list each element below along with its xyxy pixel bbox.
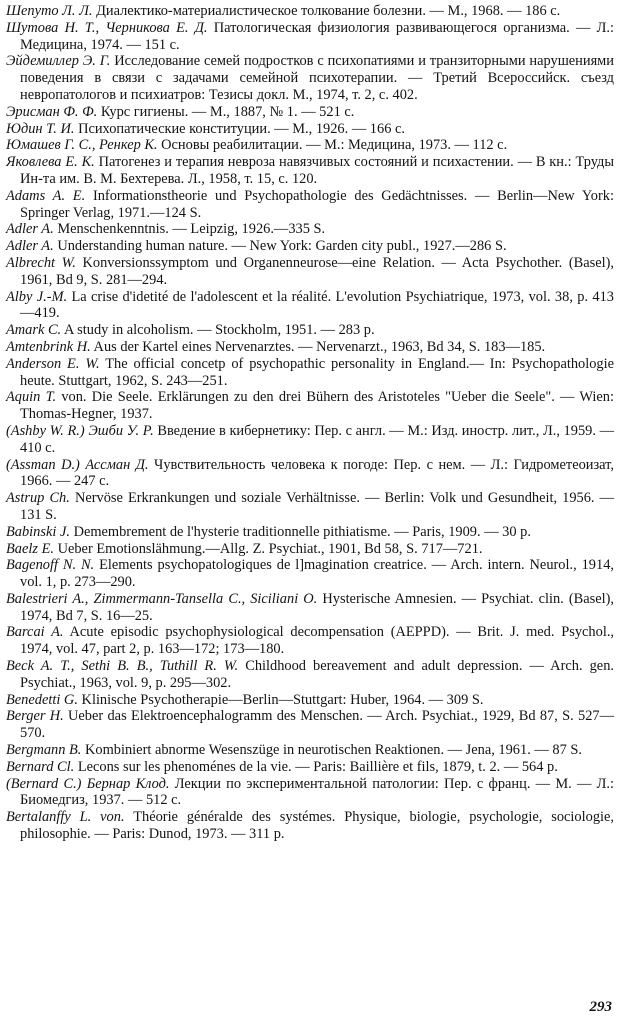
reference-author: (Assman D.) Ассман Д.	[6, 456, 149, 473]
reference-author: Bertalanffy L. von.	[6, 809, 125, 826]
reference-entry	[6, 3, 614, 20]
reference-text: A study in alcoholism. — Stockholm, 1951. — 283 p.	[63, 322, 375, 339]
reference-entry	[6, 809, 614, 843]
reference-author: Юдин Т. И.	[6, 120, 75, 137]
reference-text: The official concetp of psychopathic personality in England.— In: Psychopathologie heute. Stuttgart, 1962, S. 243—251.	[20, 355, 614, 389]
reference-author: Яковлева Е. К.	[6, 154, 95, 171]
reference-text: Исследование семей подростков с психопатиями и транзиторными нарушениями поведения в связи с задачами семейной психотерапии. — Третий Всероссийск. съезд невропатологов и психиатров: Тезисы докл. М., 1974, т. 2, с. 402.	[20, 53, 614, 103]
reference-author: Adler A.	[6, 221, 54, 238]
reference-author: Шепуто Л. Л.	[6, 3, 93, 19]
reference-text: Nervöse Erkrankungen und soziale Verhältnisse. — Berlin: Volk und Gesundheit, 1956. — 131 S.	[20, 490, 614, 523]
reference-text: Патогенез и терапия невроза навязчивых состояний и психастении. — В кн.: Труды Ин-та им. В. М. Бехтерева. Л., 1958, т. 15, с. 120.	[20, 154, 615, 187]
reference-entry	[6, 524, 614, 541]
reference-text: Informationstheorie und Psychopathologie des Gedächtnisses. — Berlin—New York: Springer Verlag, 1971.—124 S.	[20, 187, 614, 221]
reference-entry	[6, 708, 614, 742]
reference-text: Demembrement de l'hysterie traditionnelle pithiatisme. — Paris, 1909. — 30 p.	[73, 523, 531, 540]
reference-text: Патологическая физиология развивающегося организма. — Л.: Медицина, 1974. — 151 с.	[20, 19, 615, 53]
reference-text: Введение в кибернетику: Пер. с англ. — М.: Изд. иностр. лит., Л., 1959. — 410 с.	[20, 422, 614, 456]
reference-entry	[6, 137, 614, 154]
reference-entry	[6, 457, 614, 491]
reference-entry	[6, 154, 614, 188]
reference-entry	[6, 289, 614, 323]
reference-author: Юмашев Г. С., Ренкер К.	[6, 137, 158, 154]
reference-text: Ueber Emotionslähmung.—Allg. Z. Psychiat., 1901, Bd 58, S. 717—721.	[57, 540, 483, 557]
reference-text: Klinische Psychotherapie—Berlin—Stuttgart: Huber, 1964. — 309 S.	[81, 691, 484, 708]
reference-entry	[6, 490, 614, 524]
reference-author: Berger H.	[6, 708, 64, 725]
reference-author: Astrup Ch.	[6, 490, 70, 507]
bibliography-page	[6, 3, 614, 843]
reference-text: Elements psychopatologiques de l]magination creatrice. — Arch. intern. Neurol., 1914, vol. 1, p. 273—290.	[20, 557, 614, 591]
reference-author: Эрисман Ф. Ф.	[6, 103, 98, 120]
reference-entry	[6, 776, 614, 810]
reference-entry	[6, 238, 614, 255]
reference-text: Диалектико-материалистическое толкование болезни. — М., 1968. — 186 с.	[96, 3, 561, 19]
reference-text: Understanding human nature. — New York: Garden city publ., 1927.—286 S.	[57, 238, 507, 255]
reference-author: Alby J.-M.	[6, 288, 68, 305]
reference-entry	[6, 759, 614, 776]
reference-author: Эйдемиллер Э. Г.	[6, 53, 111, 70]
reference-entry	[6, 423, 614, 457]
reference-author: Шутова Н. Т., Черникова Е. Д.	[6, 19, 208, 36]
reference-entry	[6, 221, 614, 238]
reference-text: Психопатические конституции. — М., 1926. — 166 с.	[78, 120, 405, 137]
reference-author: Bergmann B.	[6, 742, 82, 759]
reference-entry	[6, 389, 614, 423]
reference-entry	[6, 188, 614, 222]
reference-author: Bagenoff N. N.	[6, 557, 95, 574]
reference-entry	[6, 121, 614, 138]
reference-text: Childhood bereavement and adult depression. — Arch. gen. Psychiat., 1963, vol. 9, p. 295—302.	[20, 658, 614, 691]
reference-author: Anderson E. W.	[6, 355, 100, 372]
reference-author: Benedetti G.	[6, 691, 78, 708]
reference-author: (Ashby W. R.) Эшби У. Р.	[6, 422, 154, 439]
reference-author: Albrecht W.	[6, 254, 76, 271]
reference-text: Lecons sur les phenoménes de la vie. — Paris: Baillière et fils, 1879, t. 2. — 564 p.	[77, 758, 558, 775]
reference-text: Konversionssymptom und Organenneurose—eine Relation. — Acta Psychother. (Basel), 1961, Bd 9, S. 281—294.	[20, 254, 614, 288]
reference-text: Menschenkenntnis. — Leipzig, 1926.—335 S.	[57, 221, 326, 238]
reference-author: Babinski J.	[6, 523, 70, 540]
reference-author: Adler A.	[6, 238, 54, 255]
reference-author: Bernard Cl.	[6, 758, 75, 775]
reference-entry	[6, 591, 614, 625]
reference-entry	[6, 658, 614, 692]
reference-author: Baelz E.	[6, 540, 54, 557]
reference-entry	[6, 692, 614, 709]
reference-text: Acute episodic psychophysiological decompensation (AEPPD). — Brit. J. med. Psychol., 1974, vol. 47, part 2, p. 163—172; 173—180.	[20, 624, 615, 658]
reference-text: La crise d'idetité de l'adolescent et la réalité. L'evolution Psychiatrique, 1973, vol. 38, p. 413—419.	[20, 288, 614, 322]
reference-entry	[6, 104, 614, 121]
reference-entry	[6, 742, 614, 759]
reference-text: Aus der Kartel eines Nervenarztes. — Nervenarzt., 1963, Bd 34, S. 183—185.	[93, 338, 546, 355]
reference-text: Ueber das Elektroencephalogramm des Menschen. — Arch. Psychiat., 1929, Bd 87, S. 527—570.	[20, 708, 614, 742]
reference-entry	[6, 53, 614, 103]
reference-author: Adams A. E.	[6, 187, 86, 204]
reference-author: Barcai A.	[6, 624, 64, 641]
reference-text: von. Die Seele. Erklärungen zu den drei Bühern des Aristoteles "Ueber die Seele". — Wien: Thomas-Hegner, 1937.	[20, 389, 614, 423]
reference-entry	[6, 20, 614, 54]
reference-entry	[6, 339, 614, 356]
reference-text: Théorie généralde des systémes. Physique, biologie, psychologie, sociologie, philosophie. — Paris: Dunod, 1973. — 311 p.	[20, 809, 614, 843]
reference-entry	[6, 624, 614, 658]
reference-text: Основы реабилитации. — М.: Медицина, 1973. — 112 с.	[161, 137, 508, 154]
page-number: 293	[589, 999, 612, 1015]
reference-entry	[6, 541, 614, 558]
reference-entry	[6, 557, 614, 591]
reference-text: Kombiniert abnorme Wesenszüge in neurotischen Reaktionen. — Jena, 1961. — 87 S.	[85, 742, 582, 759]
reference-author: Amtenbrink H.	[6, 338, 91, 355]
reference-entry	[6, 322, 614, 339]
reference-entry	[6, 356, 614, 390]
reference-entry	[6, 255, 614, 289]
reference-author: Beck A. T., Sethi B. B., Tuthill R. W.	[6, 658, 239, 675]
reference-text: Курс гигиены. — М., 1887, № 1. — 521 с.	[100, 103, 355, 120]
reference-author: (Bernard C.) Бернар Клод.	[6, 775, 170, 792]
reference-author: Aquin T.	[6, 389, 57, 406]
reference-text: Лекции по экспериментальной патологии: Пер. с франц. — М. — Л.: Биомедгиз, 1937. — 512 с.	[20, 775, 614, 809]
reference-text: Чувствительность человека к погоде: Пер. с нем. — Л.: Гидрометеоизат, 1966. — 247 с.	[20, 456, 614, 490]
reference-author: Balestrieri A., Zimmermann-Tansella C., Siciliani O.	[6, 590, 318, 607]
reference-text: Hysterische Amnesien. — Psychiat. clin. (Basel), 1974, Bd 7, S. 16—25.	[20, 590, 614, 624]
reference-author: Amark C.	[6, 322, 62, 339]
